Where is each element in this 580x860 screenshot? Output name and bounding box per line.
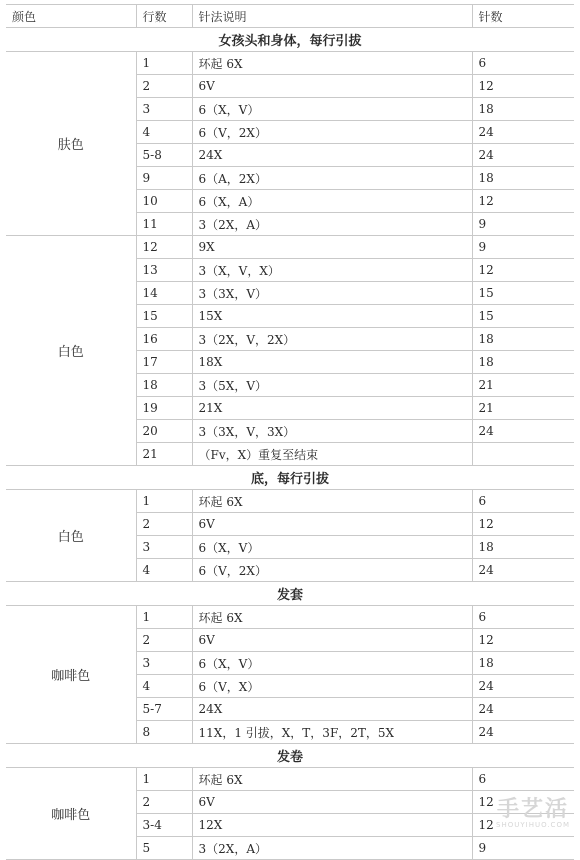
stitch-count-cell: 18 — [472, 652, 574, 675]
stitch-count-cell: 18 — [472, 167, 574, 190]
row-number-cell: 1 — [136, 606, 192, 629]
row-number-cell: 5 — [136, 837, 192, 860]
pattern-body — [6, 28, 574, 860]
yarn-color-cell: 咖啡色 — [6, 606, 136, 744]
instruction-cell: 3（2X，A） — [192, 213, 472, 236]
instruction-cell: 3（3X，V，3X） — [192, 420, 472, 443]
pattern-sheet — [6, 4, 574, 860]
section-title: 底，每行引拔 — [6, 466, 574, 490]
row-number-cell: 4 — [136, 559, 192, 582]
row-number-cell: 2 — [136, 513, 192, 536]
row-number-cell: 16 — [136, 328, 192, 351]
row-number-cell: 3-4 — [136, 814, 192, 837]
header-instructions: 针法说明 — [192, 5, 472, 28]
stitch-count-cell: 15 — [472, 282, 574, 305]
yarn-color-cell: 咖啡色 — [6, 768, 136, 860]
instruction-cell: 环起 6X — [192, 606, 472, 629]
stitch-count-cell: 9 — [472, 837, 574, 860]
section-header-row — [6, 744, 574, 768]
instruction-cell: 6（X，A） — [192, 190, 472, 213]
row-number-cell: 3 — [136, 536, 192, 559]
row-number-cell: 12 — [136, 236, 192, 259]
section-header-row — [6, 466, 574, 490]
stitch-count-cell: 21 — [472, 374, 574, 397]
row-number-cell: 2 — [136, 791, 192, 814]
site-watermark — [496, 799, 570, 829]
stitch-count-cell: 21 — [472, 397, 574, 420]
instruction-cell: 9X — [192, 236, 472, 259]
yarn-color-cell: 肤色 — [6, 52, 136, 236]
row-number-cell: 3 — [136, 652, 192, 675]
stitch-count-cell: 12 — [472, 75, 574, 98]
stitch-count-cell: 24 — [472, 675, 574, 698]
instruction-cell: 3（X，V，X） — [192, 259, 472, 282]
row-number-cell: 21 — [136, 443, 192, 466]
stitch-count-cell: 24 — [472, 698, 574, 721]
table-row — [6, 490, 574, 513]
instruction-cell: 3（2X，V，2X） — [192, 328, 472, 351]
watermark-logo: 手艺活 — [497, 797, 570, 822]
stitch-count-cell: 9 — [472, 236, 574, 259]
stitch-count-cell: 24 — [472, 121, 574, 144]
watermark-url: SHOUYIHUO.COM — [496, 821, 570, 829]
instruction-cell: 6V — [192, 629, 472, 652]
row-number-cell: 14 — [136, 282, 192, 305]
header-color: 颜色 — [6, 5, 136, 28]
instruction-cell: 环起 6X — [192, 768, 472, 791]
stitch-count-cell: 12 — [472, 629, 574, 652]
stitch-count-cell — [472, 443, 574, 466]
instruction-cell: 环起 6X — [192, 490, 472, 513]
row-number-cell: 15 — [136, 305, 192, 328]
stitch-count-cell: 24 — [472, 420, 574, 443]
instruction-cell: 6V — [192, 75, 472, 98]
instruction-cell: 15X — [192, 305, 472, 328]
row-number-cell: 10 — [136, 190, 192, 213]
stitch-count-cell: 18 — [472, 351, 574, 374]
instruction-cell: 24X — [192, 698, 472, 721]
row-number-cell: 4 — [136, 121, 192, 144]
row-number-cell: 1 — [136, 768, 192, 791]
header-rows: 行数 — [136, 5, 192, 28]
row-number-cell: 13 — [136, 259, 192, 282]
stitch-count-cell: 6 — [472, 768, 574, 791]
instruction-cell: 21X — [192, 397, 472, 420]
row-number-cell: 17 — [136, 351, 192, 374]
instruction-cell: 24X — [192, 144, 472, 167]
stitch-count-cell: 12 — [472, 814, 574, 837]
instruction-cell: 3（5X，V） — [192, 374, 472, 397]
table-row — [6, 52, 574, 75]
row-number-cell: 1 — [136, 52, 192, 75]
stitch-count-cell: 24 — [472, 144, 574, 167]
row-number-cell: 8 — [136, 721, 192, 744]
instruction-cell: 6（A，2X） — [192, 167, 472, 190]
instruction-cell: 6（X，V） — [192, 98, 472, 121]
instruction-cell: 11X，1 引拔，X，T，3F，2T，5X — [192, 721, 472, 744]
stitch-count-cell: 24 — [472, 559, 574, 582]
stitch-count-cell: 6 — [472, 52, 574, 75]
instruction-cell: 3（2X，A） — [192, 837, 472, 860]
row-number-cell: 1 — [136, 490, 192, 513]
section-title: 女孩头和身体，每行引拔 — [6, 28, 574, 52]
section-title: 发套 — [6, 582, 574, 606]
row-number-cell: 5-7 — [136, 698, 192, 721]
row-number-cell: 2 — [136, 75, 192, 98]
instruction-cell: 6V — [192, 513, 472, 536]
yarn-color-cell: 白色 — [6, 490, 136, 582]
row-number-cell: 9 — [136, 167, 192, 190]
instruction-cell: 6V — [192, 791, 472, 814]
stitch-count-cell: 12 — [472, 791, 574, 814]
yarn-color-cell: 白色 — [6, 236, 136, 466]
table-row — [6, 606, 574, 629]
instruction-cell: 6（V，2X） — [192, 121, 472, 144]
stitch-count-cell: 12 — [472, 190, 574, 213]
instruction-cell: 6（V，X） — [192, 675, 472, 698]
stitch-count-cell: 18 — [472, 536, 574, 559]
section-header-row — [6, 582, 574, 606]
crochet-pattern-table — [6, 4, 574, 860]
stitch-count-cell: 18 — [472, 328, 574, 351]
table-row — [6, 768, 574, 791]
instruction-cell: 6（X，V） — [192, 536, 472, 559]
stitch-count-cell: 6 — [472, 490, 574, 513]
instruction-cell: 3（3X，V） — [192, 282, 472, 305]
section-title: 发卷 — [6, 744, 574, 768]
instruction-cell: 环起 6X — [192, 52, 472, 75]
table-row — [6, 236, 574, 259]
stitch-count-cell: 12 — [472, 513, 574, 536]
instruction-cell: 18X — [192, 351, 472, 374]
row-number-cell: 2 — [136, 629, 192, 652]
instruction-cell: 6（V，2X） — [192, 559, 472, 582]
instruction-cell: 6（X，V） — [192, 652, 472, 675]
row-number-cell: 5-8 — [136, 144, 192, 167]
stitch-count-cell: 6 — [472, 606, 574, 629]
stitch-count-cell: 18 — [472, 98, 574, 121]
row-number-cell: 4 — [136, 675, 192, 698]
instruction-cell: （Fv，X）重复至结束 — [192, 443, 472, 466]
stitch-count-cell: 15 — [472, 305, 574, 328]
header-stitches: 针数 — [472, 5, 574, 28]
row-number-cell: 19 — [136, 397, 192, 420]
row-number-cell: 18 — [136, 374, 192, 397]
section-header-row — [6, 28, 574, 52]
stitch-count-cell: 24 — [472, 721, 574, 744]
row-number-cell: 3 — [136, 98, 192, 121]
stitch-count-cell: 9 — [472, 213, 574, 236]
row-number-cell: 11 — [136, 213, 192, 236]
row-number-cell: 20 — [136, 420, 192, 443]
header-row — [6, 5, 574, 28]
instruction-cell: 12X — [192, 814, 472, 837]
stitch-count-cell: 12 — [472, 259, 574, 282]
